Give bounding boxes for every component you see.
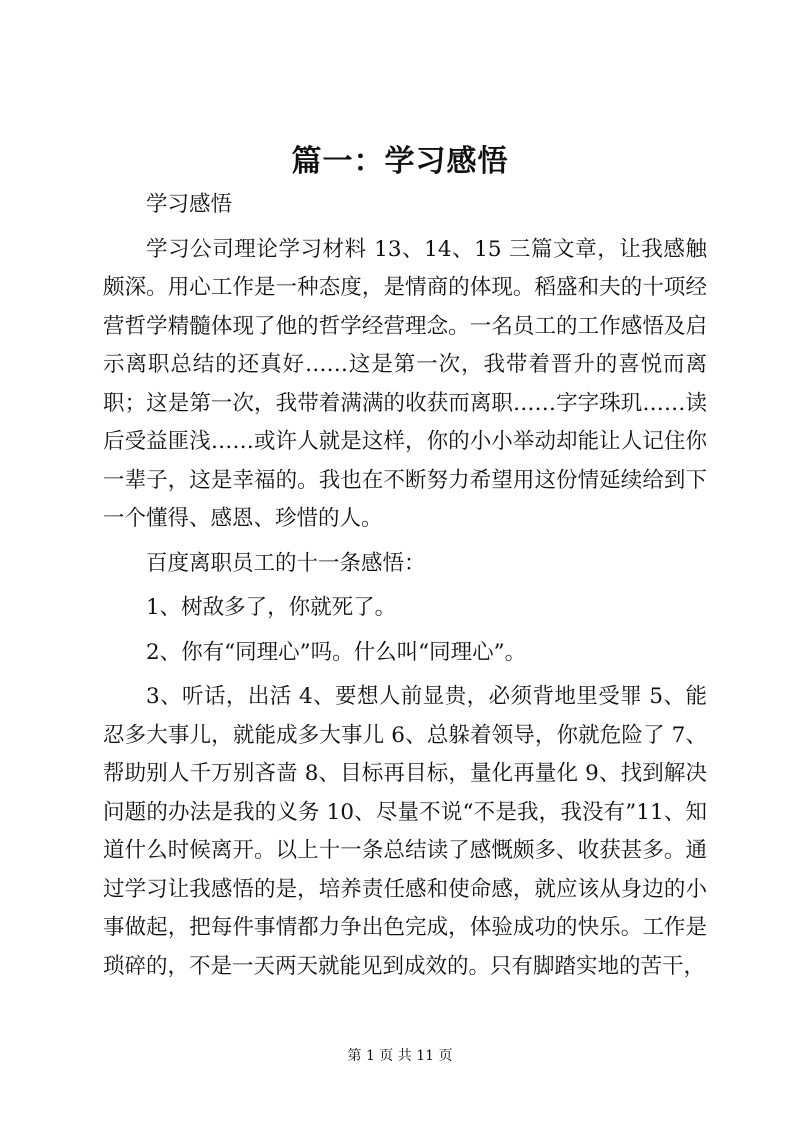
document-body [103, 186, 707, 992]
page-title: 篇一：学习感悟 [291, 144, 509, 179]
paragraph-subtitle: 学习感悟 [146, 192, 233, 217]
paragraph-item-2: 2、你有“同理心”吗。什么叫“同理心”。 [146, 639, 527, 665]
paragraph-intro: 学习公司理论学习材料 13、14、15 三篇文章，让我感触颇深。用心工作是一种态度，是情商的体现。稻盛和夫的十项经营哲学精髓体现了他的哲学经营理念。一名员工的工作感悟及启示离职总结的还真好……这是第一次，我带着晋升的喜悦而离职；这是第一次，我带着满满的收获而离职……字字珠玑……读后受益匪浅……或许人就是这样，你的小小举动却能让人记住你一辈子，这是幸福的。我也在不断努力希望用这份情延续给到下一个懂得、感恩、珍惜的人。 [103, 236, 707, 531]
paragraph-item-3-onward: 3、听话，出活 4、要想人前显贵，必须背地里受罪 5、能忍多大事儿，就能成多大事儿 6、总躲着领导，你就危险了 7、帮助别人千万别吝啬 8、目标再目标，量化再量化 9、找到解决问题的办法是我的义务 10、尽量不说“不是我，我没有”11、知道什么时候离开。以上十一条总结读了感慨颇多、收获甚多。通过学习让我感悟的是，培养责任感和使命感，就应该从身边的小事做起，把每件事情都力争出色完成，体验成功的快乐。工作是琐碎的，不是一天两天就能见到成效的。只有脚踏实地的苦干， [103, 684, 707, 979]
paragraph-list-heading: 百度离职员工的十一条感悟： [146, 550, 426, 576]
paragraph-item-1: 1、树敌多了，你就死了。 [146, 595, 397, 620]
page-footer: 第 1 页 共 11 页 [347, 1048, 453, 1064]
